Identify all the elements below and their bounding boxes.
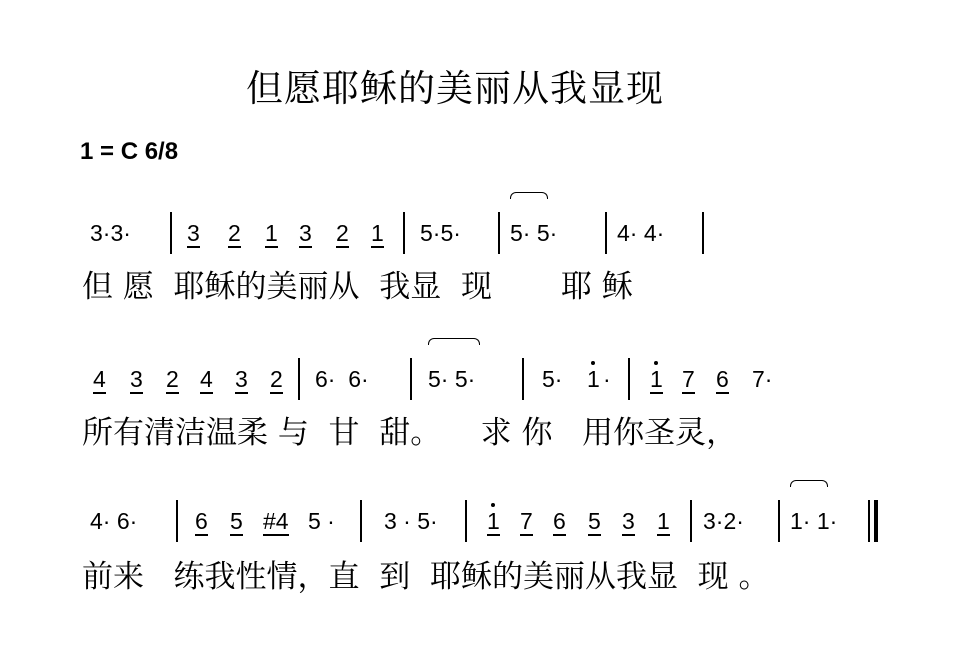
note-1-6: 2 (336, 220, 349, 246)
note-3-5: 5 · (308, 508, 335, 534)
note-3-3: 5 (230, 508, 243, 534)
barline (498, 212, 500, 254)
note-3-9: 6 (553, 508, 566, 534)
song-title: 但愿耶稣的美丽从我显现 (246, 67, 664, 110)
note-1-7: 1 (371, 220, 384, 246)
barline (465, 500, 467, 542)
note-2-4: 4 (200, 366, 213, 392)
note-2-15: 7· (752, 366, 773, 392)
note-2-12: 1 (650, 366, 663, 392)
note-1-8: 5·5· (420, 220, 461, 246)
final-barline-thin (868, 500, 870, 542)
tie-arc (428, 338, 480, 345)
barline (702, 212, 704, 254)
barline (176, 500, 178, 542)
key-signature: 1 = C 6/8 (80, 138, 179, 165)
barline (410, 358, 412, 400)
note-3-13: 3·2· (703, 508, 744, 534)
note-2-8: 5· 5· (428, 366, 476, 392)
barline (170, 212, 172, 254)
note-3-7: 1 (487, 508, 500, 534)
barline (298, 358, 300, 400)
tie-arc (510, 192, 548, 199)
note-3-11: 3 (622, 508, 635, 534)
note-1-5: 3 (299, 220, 312, 246)
note-1-9: 5· 5· (510, 220, 558, 246)
note-2-11: · (603, 366, 611, 392)
note-3-1: 4· 6· (90, 508, 138, 534)
lyric-line-1: 但 愿 耶稣的美丽从 我显 现 耶 稣 (82, 269, 633, 305)
note-3-2: 6 (195, 508, 208, 534)
note-3-12: 1 (657, 508, 670, 534)
lyric-line-2: 所有清洁温柔 与 甘 甜。 求 你 用你圣灵， (82, 415, 738, 451)
note-2-7: 6· 6· (315, 366, 369, 392)
note-3-14: 1· 1· (790, 508, 838, 534)
note-1-2: 3 (187, 220, 200, 246)
barline (778, 500, 780, 542)
note-1-10: 4· 4· (617, 220, 665, 246)
lyric-line-3: 前来 练我性情，直 到 耶稣的美丽从我显 现 。 (82, 559, 770, 595)
note-3-4: #4 (263, 508, 289, 534)
barline (360, 500, 362, 542)
note-3-10: 5 (588, 508, 601, 534)
final-barline-thick (874, 500, 878, 542)
note-1-4: 1 (265, 220, 278, 246)
barline (403, 212, 405, 254)
note-2-1: 4 (93, 366, 106, 392)
note-2-6: 2 (270, 366, 283, 392)
barline (690, 500, 692, 542)
note-3-8: 7 (520, 508, 533, 534)
note-1-3: 2 (228, 220, 241, 246)
note-2-3: 2 (166, 366, 179, 392)
note-2-13: 7 (682, 366, 695, 392)
barline (522, 358, 524, 400)
note-2-10: 1 (587, 366, 600, 392)
note-1-1: 3·3· (90, 220, 131, 246)
tie-arc (790, 480, 828, 487)
barline (628, 358, 630, 400)
note-2-14: 6 (716, 366, 729, 392)
note-2-5: 3 (235, 366, 248, 392)
note-2-9: 5· (542, 366, 563, 392)
note-2-2: 3 (130, 366, 143, 392)
barline (605, 212, 607, 254)
note-3-6: 3 · 5· (384, 508, 438, 534)
